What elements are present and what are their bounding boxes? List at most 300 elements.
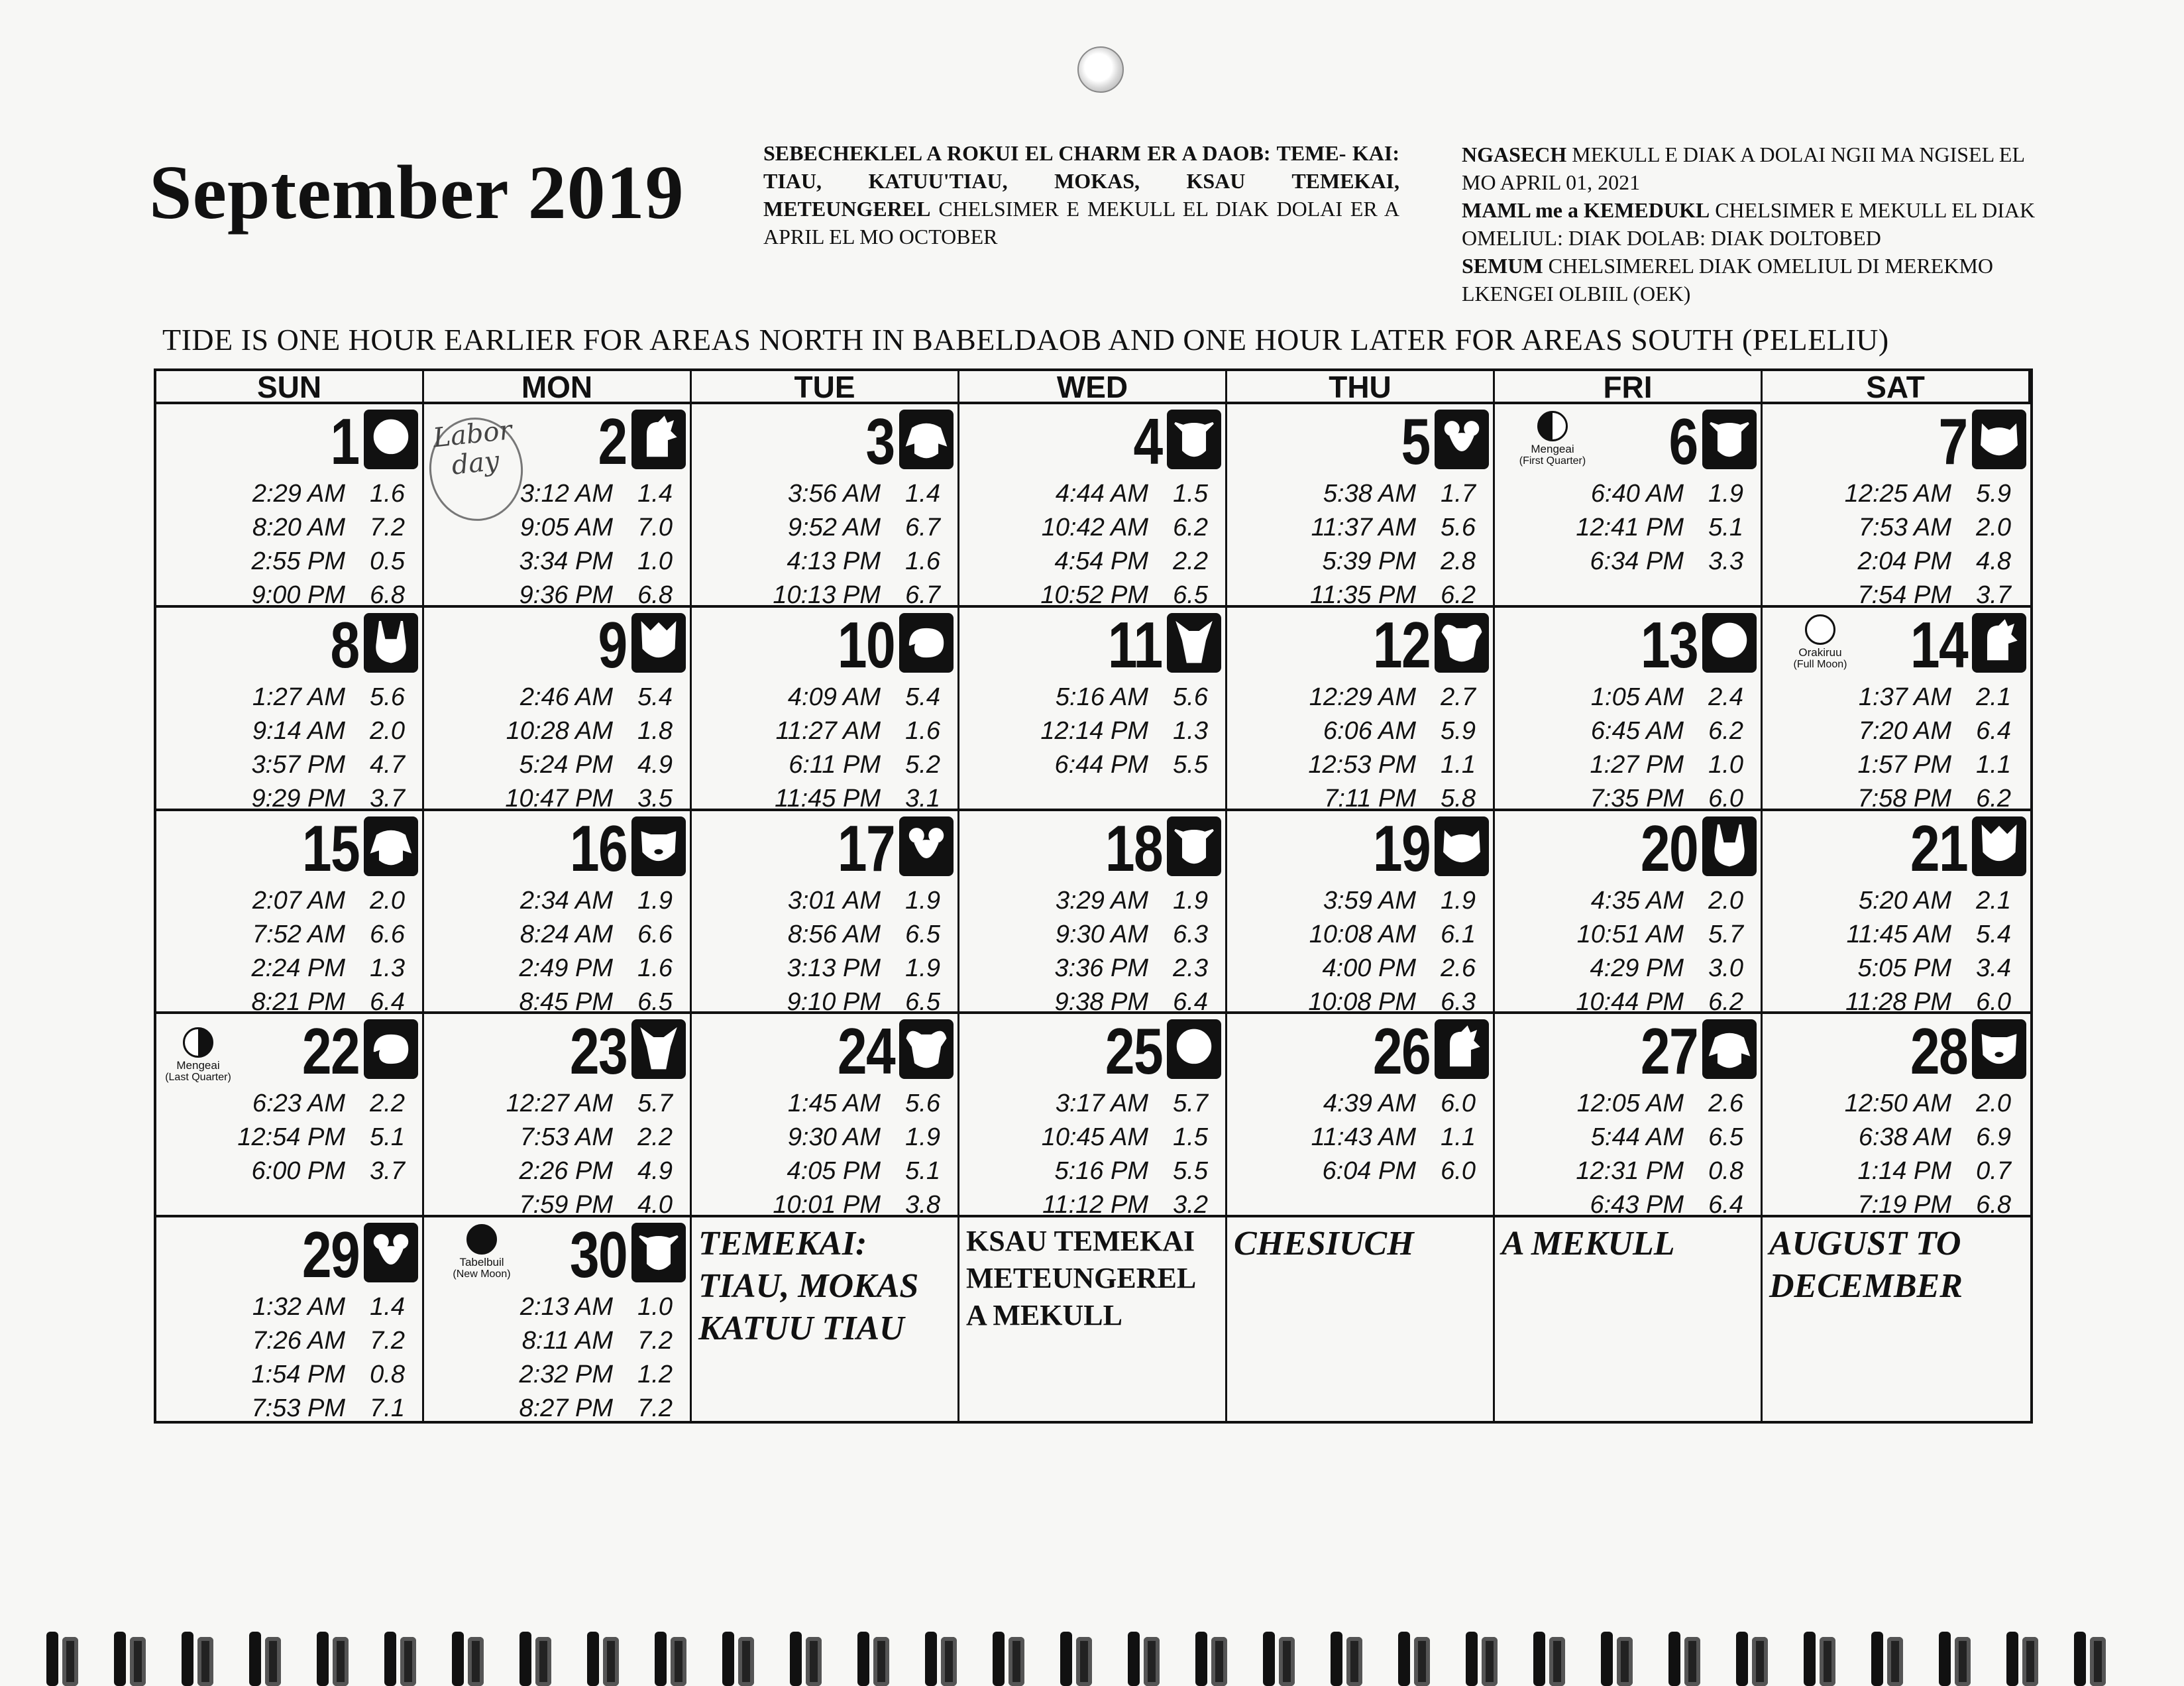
tide-list (1763, 1087, 2030, 1222)
tide-time: 6:23 AM (252, 1090, 345, 1118)
fishing-season-note-line: TIAU, MOKAS (698, 1267, 919, 1306)
tide-height: 6.2 (1976, 784, 2011, 813)
day-number: 10 (837, 608, 895, 681)
day-number: 18 (1105, 811, 1162, 885)
tide-time: 6:45 AM (1590, 716, 1684, 745)
tide-list (692, 1087, 957, 1222)
tide-time: 7:59 PM (519, 1191, 613, 1219)
spiral-coil (648, 1632, 694, 1686)
tide-row (1763, 1121, 2030, 1154)
tide-time: 3:56 AM (787, 480, 881, 508)
tide-height: 6.3 (1441, 987, 1476, 1016)
tide-time: 4:09 AM (787, 683, 881, 711)
day-number: 29 (301, 1218, 359, 1292)
tide-height: 0.5 (370, 547, 405, 575)
tide-time: 5:24 PM (519, 750, 613, 779)
tide-height: 6.2 (1173, 514, 1208, 541)
calendar-day-cell (156, 1014, 424, 1217)
rabbit-icon (364, 613, 418, 673)
tide-row (959, 545, 1225, 579)
day-number: 30 (569, 1218, 627, 1292)
tide-height: 7.2 (637, 1394, 673, 1423)
calendar-day-cell (156, 1217, 424, 1421)
tide-time: 11:27 AM (775, 716, 881, 745)
tide-row (424, 477, 690, 511)
tide-row (156, 545, 422, 579)
rooster-icon (1972, 613, 2026, 673)
tide-time: 6:44 PM (1054, 750, 1148, 779)
tide-time: 5:16 PM (1054, 1157, 1148, 1186)
tide-time: 6:00 PM (251, 1157, 345, 1186)
tide-height: 6.5 (637, 987, 673, 1016)
tide-height: 1.9 (905, 954, 940, 982)
fishing-season-note (698, 1223, 918, 1350)
tide-time: 12:31 PM (1576, 1157, 1684, 1186)
tide-row (424, 1154, 690, 1188)
tide-time: 11:35 PM (1310, 581, 1416, 609)
tide-row (156, 1392, 422, 1426)
tide-height: 1.6 (905, 547, 940, 575)
tide-list (959, 681, 1225, 782)
tide-time: 12:25 AM (1844, 480, 1951, 508)
spiral-coil (1865, 1632, 1911, 1686)
tide-time: 5:05 PM (1857, 954, 1951, 982)
tide-time: 8:24 AM (519, 920, 613, 948)
fishing-season-note-line: KATUU TIAU (698, 1310, 904, 1348)
tide-height: 6.4 (370, 987, 405, 1016)
tide-row (959, 918, 1225, 952)
tide-time: 2:32 PM (519, 1361, 613, 1389)
tide-height: 6.0 (1976, 987, 2011, 1016)
tide-time: 11:45 AM (1846, 920, 1951, 948)
fishing-season-note (1502, 1223, 1675, 1265)
tide-height: 3.1 (905, 784, 940, 813)
tide-row (692, 511, 957, 545)
tide-height: 6.0 (1708, 784, 1743, 813)
tide-height: 5.5 (1173, 1157, 1208, 1186)
tide-time: 8:45 PM (519, 987, 613, 1016)
tide-row (692, 918, 957, 952)
tide-time: 11:37 AM (1311, 514, 1416, 541)
tide-list (1495, 1087, 1761, 1222)
calendar-day-cell (1763, 608, 2030, 811)
tide-row (424, 1121, 690, 1154)
tide-row (424, 1324, 690, 1358)
tide-time: 1:14 PM (1857, 1157, 1951, 1186)
fishing-season-note-line: TEMEKAI: (698, 1225, 867, 1263)
tide-row (959, 477, 1225, 511)
calendar-day-cell (692, 608, 959, 811)
tide-row (1495, 681, 1761, 714)
tide-height: 5.2 (905, 750, 940, 779)
tide-time: 10:45 AM (1041, 1123, 1148, 1152)
tide-time: 2:49 PM (519, 954, 613, 982)
tide-height: 5.6 (1173, 683, 1208, 711)
tide-time: 2:34 AM (519, 886, 613, 915)
tide-row (1763, 511, 2030, 545)
page-title: September 2019 (149, 150, 684, 235)
moon-phase-label: (First Quarter) (1519, 455, 1586, 467)
tide-height: 6.6 (370, 920, 405, 948)
rat-icon (1435, 410, 1489, 469)
tide-row (1763, 681, 2030, 714)
tide-time: 7:53 AM (519, 1123, 613, 1152)
tide-height: 1.0 (1708, 750, 1743, 779)
spiral-coil (513, 1632, 559, 1686)
tide-time: 3:36 PM (1054, 954, 1148, 982)
tide-height: 6.2 (1441, 581, 1476, 609)
tide-height: 6.7 (905, 514, 940, 541)
fishing-note-1-bold: NGASECH (1462, 142, 1567, 166)
tide-height: 4.9 (637, 1157, 673, 1186)
spiral-coil (1932, 1632, 1979, 1686)
calendar-day-cell (1227, 811, 1495, 1015)
tide-height: 2.3 (1173, 954, 1208, 982)
calendar-day-cell (692, 1014, 959, 1217)
tide-time: 11:45 PM (775, 784, 881, 813)
tide-height: 1.9 (1173, 886, 1208, 915)
day-number: 11 (1108, 608, 1162, 681)
tide-row (1763, 1087, 2030, 1121)
tide-list (1763, 884, 2030, 1019)
tide-height: 1.6 (905, 716, 940, 745)
tide-time: 7:53 AM (1858, 514, 1951, 541)
dragon-icon (631, 613, 686, 673)
tide-time: 2:29 AM (252, 480, 345, 508)
snake-icon (364, 1019, 418, 1079)
day-number: 24 (837, 1015, 895, 1088)
tide-row (1227, 477, 1493, 511)
spiral-coil (580, 1632, 627, 1686)
tide-height: 1.9 (1708, 480, 1743, 508)
tide-height: 1.6 (637, 954, 673, 982)
pig-icon (1972, 1019, 2026, 1079)
goat-icon (1435, 613, 1489, 673)
tide-list (156, 1087, 422, 1188)
tide-time: 2:26 PM (519, 1157, 613, 1186)
tide-row (1763, 1154, 2030, 1188)
tide-row (156, 1324, 422, 1358)
tide-row (424, 1087, 690, 1121)
calendar-note-cell (1763, 1217, 2030, 1421)
tide-height: 1.8 (637, 716, 673, 745)
day-number: 7 (1938, 405, 1967, 478)
calendar-day-cell (1227, 608, 1495, 811)
tide-time: 3:59 AM (1323, 886, 1416, 915)
day-number: 14 (1910, 608, 1967, 681)
tide-row (1495, 511, 1761, 545)
tide-time: 9:14 AM (252, 716, 345, 745)
tide-row (156, 681, 422, 714)
tide-row (959, 952, 1225, 985)
tide-height: 6.3 (1173, 920, 1208, 948)
tide-height: 5.6 (1441, 514, 1476, 541)
tide-time: 9:29 PM (251, 784, 345, 813)
tide-row (1495, 884, 1761, 918)
tide-height: 1.4 (637, 480, 673, 508)
tide-list (156, 681, 422, 816)
dog-icon (899, 410, 954, 469)
tide-height: 6.2 (1708, 987, 1743, 1016)
tide-row (692, 1087, 957, 1121)
day-number: 1 (330, 405, 359, 478)
calendar-day-cell (1495, 404, 1763, 608)
calendar-day-cell (959, 608, 1227, 811)
tide-time: 8:20 AM (252, 514, 345, 541)
tiger-icon (1435, 816, 1489, 876)
day-number: 4 (1133, 405, 1162, 478)
tide-row (156, 918, 422, 952)
tide-height: 6.8 (1976, 1191, 2011, 1219)
snake-icon (899, 613, 954, 673)
calendar-day-cell (959, 811, 1227, 1015)
fishing-note-3-bold: SEMUM (1462, 254, 1543, 278)
tide-row (1763, 884, 2030, 918)
tide-row (1763, 918, 2030, 952)
spiral-coil (107, 1632, 154, 1686)
spiral-coil (1256, 1632, 1303, 1686)
tide-height: 6.4 (1976, 716, 2011, 745)
tide-time: 6:06 AM (1323, 716, 1416, 745)
tide-time: 10:51 AM (1576, 920, 1684, 948)
tide-height: 3.2 (1173, 1191, 1208, 1219)
tide-height: 2.0 (1708, 886, 1743, 915)
tide-time: 12:27 AM (506, 1090, 613, 1118)
tide-height: 1.0 (637, 1293, 673, 1321)
tide-row (1763, 545, 2030, 579)
tide-time: 7:54 PM (1857, 581, 1951, 609)
fishing-note-2-text: CHELSIMER E MEKULL EL DIAK OMELIUL: DIAK DOLAB: DIAK DOLTOBED (1462, 198, 2036, 250)
tide-row (156, 714, 422, 748)
tide-row (1227, 748, 1493, 782)
calendar-day-cell (1763, 811, 2030, 1015)
tide-time: 11:12 PM (1042, 1191, 1148, 1219)
tide-height: 3.3 (1708, 547, 1743, 575)
tide-row (692, 681, 957, 714)
day-number: 6 (1668, 405, 1698, 478)
tide-height: 7.2 (637, 1327, 673, 1355)
spiral-coil (1797, 1632, 1843, 1686)
tide-row (1763, 714, 2030, 748)
tide-row (156, 1121, 422, 1154)
tide-time: 9:38 PM (1054, 987, 1148, 1016)
tide-row (959, 681, 1225, 714)
spiral-coil (716, 1632, 762, 1686)
rat-icon (364, 1223, 418, 1282)
horse-icon (631, 1019, 686, 1079)
tide-height: 6.0 (1441, 1090, 1476, 1118)
tide-time: 3:29 AM (1055, 886, 1148, 915)
moon-phase-label: (New Moon) (453, 1268, 511, 1280)
tide-list (1227, 477, 1493, 612)
weekday-header: SAT (1763, 371, 2030, 404)
calendar-day-cell (1763, 1014, 2030, 1217)
moon-phase-label: (Last Quarter) (165, 1072, 231, 1084)
tide-height: 6.7 (905, 581, 940, 609)
tide-time: 2:13 AM (519, 1293, 613, 1321)
tide-row (692, 477, 957, 511)
tide-row (959, 884, 1225, 918)
tide-height: 5.1 (1708, 514, 1743, 541)
spiral-coil (243, 1632, 289, 1686)
rooster-icon (1435, 1019, 1489, 1079)
tide-height: 4.8 (1976, 547, 2011, 575)
tide-time: 7:26 AM (252, 1327, 345, 1355)
tide-row (1495, 714, 1761, 748)
tide-row (1495, 477, 1761, 511)
tide-row (424, 1358, 690, 1392)
tide-height: 5.7 (1708, 920, 1743, 948)
tide-height: 2.2 (637, 1123, 673, 1152)
farming-note-left-text: CHELSIMER E MEKULL EL DIAK DOLAI ER A APRIL EL MO OCTOBER (763, 197, 1399, 249)
tide-row (424, 1392, 690, 1426)
tide-time: 1:45 AM (787, 1090, 881, 1118)
day-number: 15 (301, 811, 359, 885)
tide-row (692, 748, 957, 782)
fishing-season-note (1234, 1223, 1414, 1265)
tide-height: 1.4 (370, 1293, 405, 1321)
tide-time: 4:29 PM (1590, 954, 1684, 982)
tide-height: 4.7 (370, 750, 405, 779)
goat-icon (899, 1019, 954, 1079)
tide-time: 2:46 AM (519, 683, 613, 711)
calendar-day-cell (424, 608, 692, 811)
tide-row (424, 952, 690, 985)
horse-icon (1167, 613, 1221, 673)
tide-row (156, 511, 422, 545)
fishing-season-note-line: A MEKULL (1502, 1225, 1675, 1263)
tide-height: 1.2 (637, 1361, 673, 1389)
calendar-day-cell (1227, 1014, 1495, 1217)
tide-height: 6.5 (1708, 1123, 1743, 1152)
tide-height: 2.6 (1708, 1090, 1743, 1118)
tide-list (156, 1290, 422, 1426)
spiral-coil (1121, 1632, 1168, 1686)
tide-list (156, 477, 422, 612)
tide-time: 1:54 PM (251, 1361, 345, 1389)
spiral-coil (783, 1632, 830, 1686)
tide-row (1227, 681, 1493, 714)
tide-time: 6:40 AM (1590, 480, 1684, 508)
tide-height: 5.7 (1173, 1090, 1208, 1118)
tide-time: 7:19 PM (1857, 1191, 1951, 1219)
tide-time: 4:05 PM (787, 1157, 881, 1186)
moon-phase-name: Orakiruu (1798, 646, 1842, 659)
day-number: 19 (1372, 811, 1430, 885)
tide-time: 3:01 AM (787, 886, 881, 915)
day-number: 5 (1401, 405, 1430, 478)
tide-row (1227, 1087, 1493, 1121)
calendar-grid (154, 368, 2033, 1424)
tide-row (424, 511, 690, 545)
tide-row (692, 545, 957, 579)
hanging-hole (1077, 46, 1124, 93)
tide-time: 5:16 AM (1055, 683, 1148, 711)
tide-height: 1.7 (1441, 480, 1476, 508)
last-moon-icon (162, 1027, 235, 1083)
calendar-day-cell (424, 1217, 692, 1421)
tide-time: 1:37 AM (1858, 683, 1951, 711)
tide-row (1495, 748, 1761, 782)
tide-time: 2:24 PM (251, 954, 345, 982)
dog-icon (1702, 1019, 1757, 1079)
spiral-coil (1054, 1632, 1100, 1686)
tide-height: 4.9 (637, 750, 673, 779)
tide-row (959, 1087, 1225, 1121)
tide-time: 12:54 PM (237, 1123, 345, 1152)
full-moon-icon (1771, 614, 1870, 670)
tide-height: 6.4 (1708, 1191, 1743, 1219)
calendar-day-cell (424, 811, 692, 1015)
ox-icon (1167, 816, 1221, 876)
spiral-coil (378, 1632, 424, 1686)
tide-row (1495, 918, 1761, 952)
tide-row (1227, 1121, 1493, 1154)
tide-height: 0.8 (370, 1361, 405, 1389)
calendar-day-cell (959, 404, 1227, 608)
tide-time: 6:34 PM (1590, 547, 1684, 575)
first-moon-icon (1503, 411, 1602, 467)
spiral-coil (1527, 1632, 1573, 1686)
tide-height: 7.0 (637, 514, 673, 541)
tide-list (424, 681, 690, 816)
handwritten-note: Labor day (424, 413, 528, 526)
tide-time: 4:13 PM (787, 547, 881, 575)
tide-time: 7:53 PM (251, 1394, 345, 1423)
spiral-coil (1324, 1632, 1370, 1686)
tide-row (424, 681, 690, 714)
tide-row (424, 545, 690, 579)
tide-time: 12:14 PM (1040, 716, 1148, 745)
day-number: 9 (598, 608, 627, 681)
tide-time: 1:27 PM (1590, 750, 1684, 779)
moon-phase-name: Tabelbuil (459, 1256, 504, 1269)
tide-time: 11:28 PM (1845, 987, 1951, 1016)
weekday-header: WED (959, 371, 1227, 404)
tide-time: 9:00 PM (251, 581, 345, 609)
spiral-coil (175, 1632, 221, 1686)
tide-row (1495, 1087, 1761, 1121)
tide-height: 6.4 (1173, 987, 1208, 1016)
tide-time: 3:13 PM (787, 954, 881, 982)
tide-height: 1.1 (1976, 750, 2011, 779)
tide-time: 9:52 AM (787, 514, 881, 541)
tide-row (959, 1154, 1225, 1188)
tide-row (959, 714, 1225, 748)
fishing-season-note-line: METEUNGEREL (966, 1262, 1197, 1295)
tide-row (156, 884, 422, 918)
tide-row (424, 1290, 690, 1324)
ox-icon (1702, 410, 1757, 469)
tide-time: 2:07 AM (252, 886, 345, 915)
tide-list (1227, 884, 1493, 1019)
calendar-day-cell (1227, 404, 1495, 608)
tide-row (1495, 952, 1761, 985)
tide-list (156, 884, 422, 1019)
tide-row (959, 748, 1225, 782)
ox-icon (631, 1223, 686, 1282)
tide-time: 4:44 AM (1055, 480, 1148, 508)
calendar-day-cell (156, 608, 424, 811)
calendar-day-cell (424, 404, 692, 608)
tide-list (1763, 681, 2030, 816)
tide-time: 5:38 AM (1323, 480, 1416, 508)
tide-time: 4:00 PM (1322, 954, 1416, 982)
spiral-coil (1662, 1632, 1708, 1686)
tide-row (424, 884, 690, 918)
tide-time: 10:08 AM (1309, 920, 1416, 948)
fishing-season-note-line: KSAU TEMEKAI (966, 1225, 1195, 1258)
